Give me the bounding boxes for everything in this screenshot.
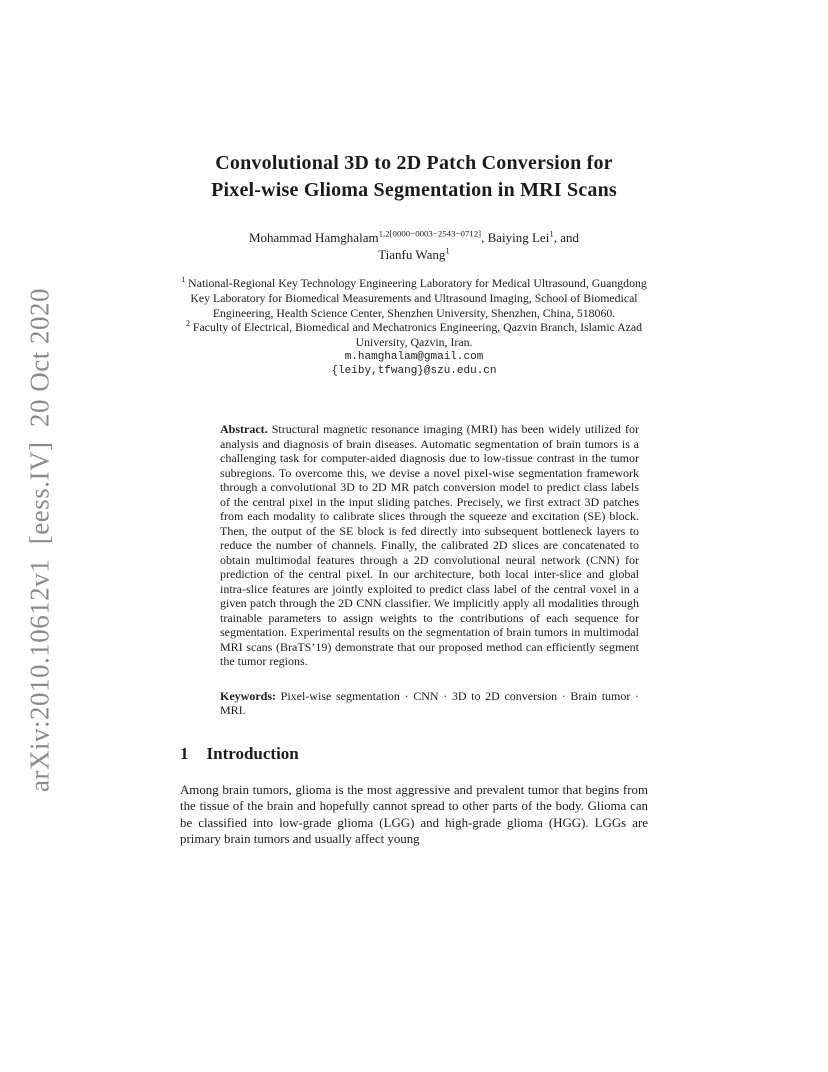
- email-1: m.hamghalam@gmail.com: [344, 350, 484, 363]
- paper-title: [180, 150, 648, 204]
- section-1-title: Introduction: [206, 743, 299, 763]
- keywords-section: [220, 689, 639, 718]
- author-name-3: Tianfu Wang: [378, 247, 446, 262]
- author-name-2: , Baiying Lei: [481, 230, 550, 245]
- author-2-sup: 1: [549, 228, 554, 239]
- abstract-paragraph: [220, 422, 639, 669]
- keywords-paragraph: [220, 689, 639, 718]
- arxiv-watermark: arXiv:2010.10612v1 [eess.IV] 20 Oct 2020: [24, 288, 55, 792]
- section-1-heading: [180, 744, 648, 764]
- email-2: {leiby,tfwang}@szu.edu.cn: [331, 365, 497, 378]
- affiliation-1-marker: 1: [181, 275, 186, 285]
- author-name-1: Mohammad Hamghalam: [248, 230, 379, 245]
- author-3-sup: 1: [445, 245, 450, 256]
- paper-content-column: [180, 0, 648, 848]
- author-line-2: [180, 246, 648, 263]
- affiliation-2-marker: 2: [185, 319, 190, 329]
- abstract-label: Abstract.: [220, 422, 268, 437]
- author-block: [180, 229, 648, 263]
- affiliation-2: [180, 320, 648, 350]
- paper-title-line-1: Convolutional 3D to 2D Patch Conversion for: [215, 152, 613, 174]
- paper-title-line-2: Pixel-wise Glioma Segmentation in MRI Scans: [211, 179, 617, 201]
- affiliation-block: [180, 276, 648, 378]
- author-line-1: [180, 229, 648, 246]
- keywords-text: Pixel-wise segmentation · CNN · 3D to 2D conversion · Brain tumor · MRI.: [220, 688, 639, 718]
- affiliation-1: [180, 276, 648, 320]
- author-orcid-sup: 1,2[0000−0003−2543−0712]: [378, 228, 482, 239]
- abstract-section: [220, 422, 639, 669]
- author-separator: , and: [553, 230, 580, 245]
- affiliation-1-text: National-Regional Key Technology Engineering Laboratory for Medical Ultrasound, Guangdong Key Laboratory for Biomedical Measurements and Ultrasound Imaging, School of Biomedical Engineering, Health Science Center, Shenzhen University, Shenzhen, China, 518060.: [185, 276, 647, 320]
- section-1-number: 1: [180, 743, 189, 763]
- affiliation-2-text: Faculty of Electrical, Biomedical and Mechatronics Engineering, Qazvin Branch, Islamic Azad University, Qazvin, Iran.: [189, 320, 643, 350]
- keywords-label: Keywords:: [220, 688, 276, 703]
- abstract-text: Structural magnetic resonance imaging (MRI) has been widely utilized for analysis and diagnosis of brain diseases. Automatic segmentation of brain tumors is a challenging task for computer-aided diagnosis due to low-tissue contrast in the tumor subregions. To overcome this, we devise a novel pixel-wise segmentation framework through a convolutional 3D to 2D MR patch conversion model to predict class labels of the central pixel in the input sliding patches. Precisely, we first extract 3D patches from each modality to calibrate slices through the squeeze and excitation (SE) block. Then, the output of the SE block is fed directly into subsequent bottleneck layers to reduce the number of channels. Finally, the calibrated 2D slices are concatenated to obtain multimodal features through a 2D convolutional neural network (CNN) for prediction of the central pixel. In our architecture, both local inter-slice and global intra-slice features are jointly exploited to predict class label of the central voxel in a given patch through the 2D CNN classifier. We implicitly apply all modalities through trainable parameters to assign weights to the contributions of each sequence for segmentation. Experimental results on the segmentation of brain tumors in multimodal MRI scans (BraTS’19) demonstrate that our proposed method can efficiently segment the tumor regions.: [220, 422, 639, 669]
- intro-paragraph: Among brain tumors, glioma is the most aggressive and prevalent tumor that begins from the tissue of the brain and hopefully cannot spread to other parts of the body. Glioma can be classified into low-grade glioma (LGG) and high-grade glioma (HGG). LGGs are primary brain tumors and usually affect young: [180, 782, 648, 847]
